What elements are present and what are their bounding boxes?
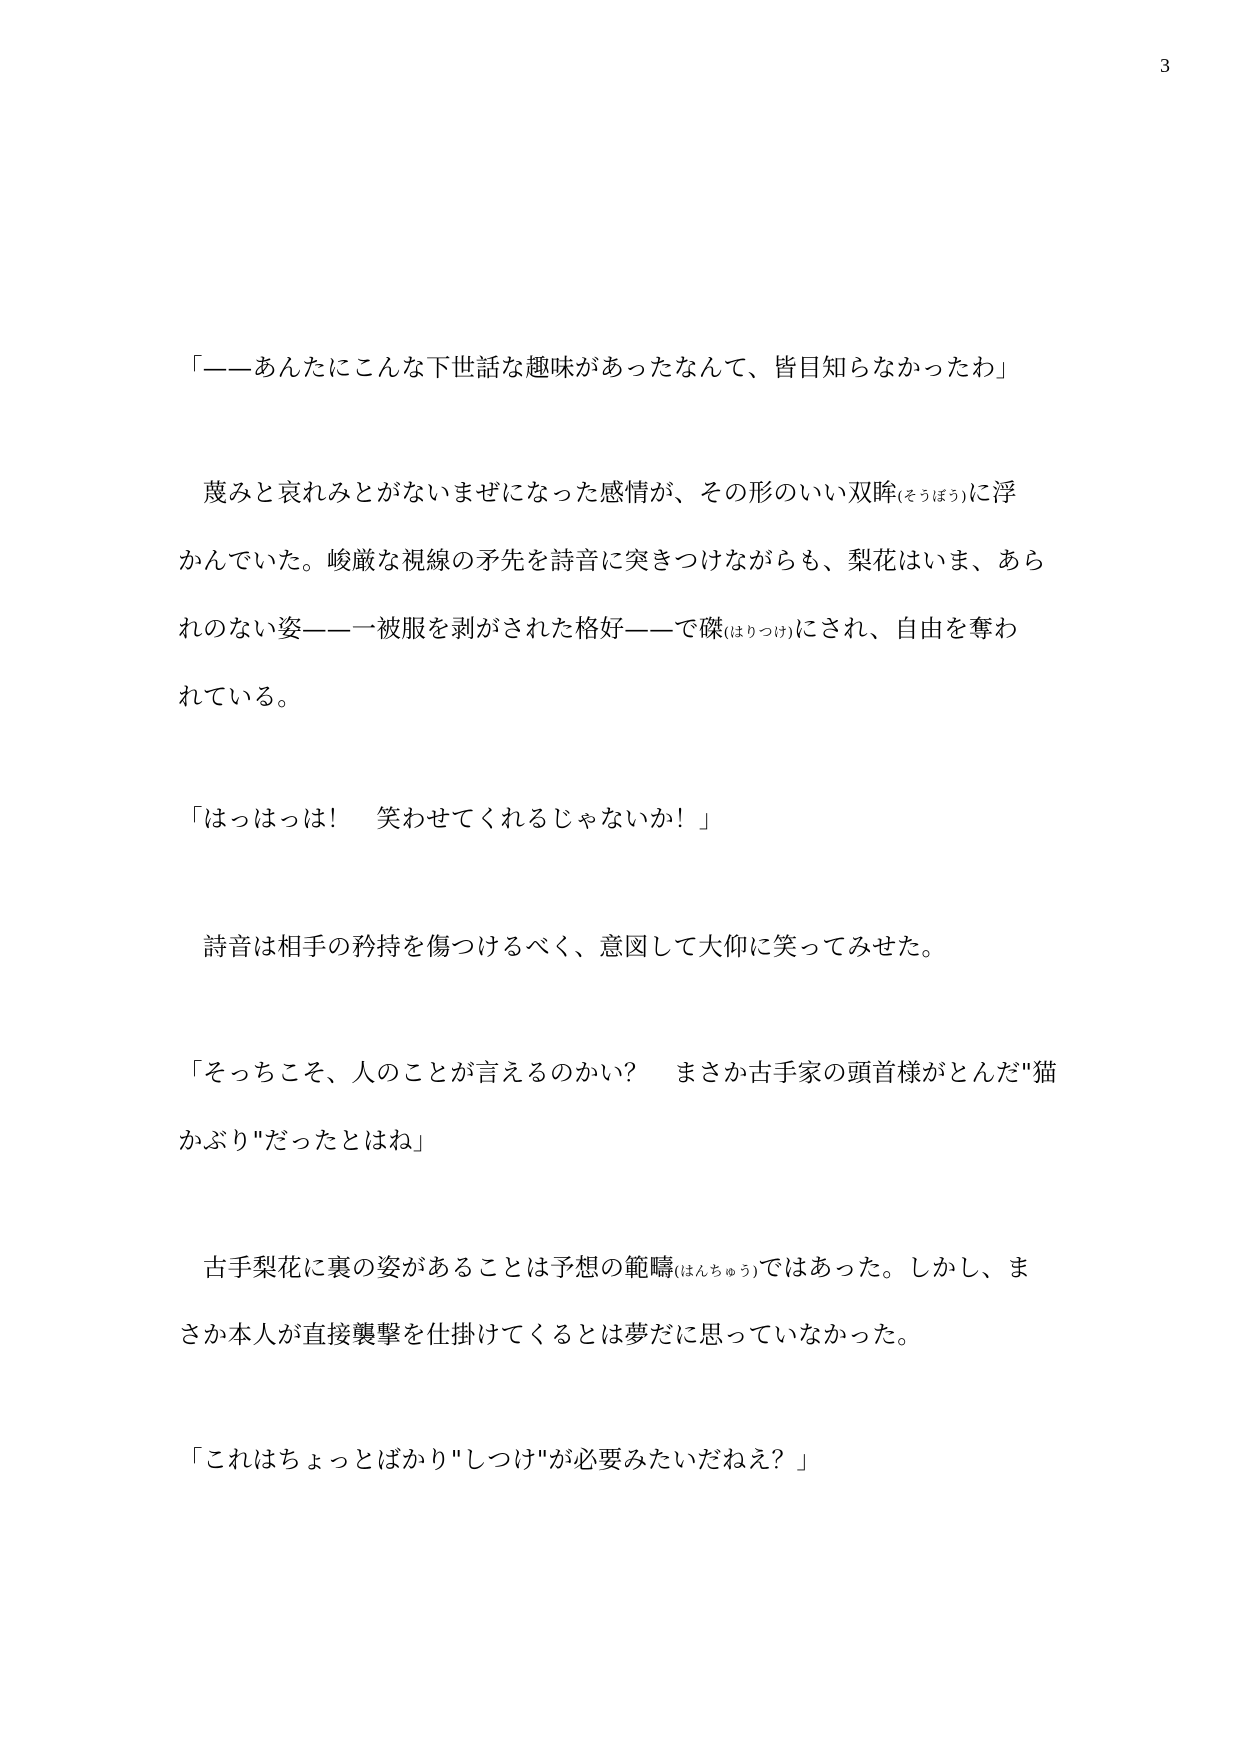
text-line: 「——あんたにこんな下世話な趣味があったなんて、皆目知らなかったわ」	[178, 353, 1021, 382]
text-line: さか本人が直接襲撃を仕掛けてくるとは夢だに思っていなかった。	[178, 1320, 922, 1349]
text-line: かんでいた。峻厳な視線の矛先を詩音に突きつけながらも、梨花はいま、あら	[178, 546, 1046, 575]
text-line: 「はっはっは！ 笑わせてくれるじゃないか！」	[178, 804, 724, 833]
text-line: 古手梨花に裏の姿があることは予想の範疇(はんちゅう)ではあった。しかし、ま	[178, 1253, 1031, 1282]
text-line: 「そっちこそ、人のことが言えるのかい？ まさか古手家の頭首様がとんだ"猫	[178, 1058, 1058, 1087]
ruby-reading: (はりつけ)	[723, 625, 794, 641]
text-line: かぶり"だったとはね」	[178, 1126, 438, 1155]
ruby-reading: (そうぼう)	[897, 489, 968, 505]
text-line: 「これはちょっとばかり"しつけ"が必要みたいだねえ？」	[178, 1445, 822, 1474]
text-line: 詩音は相手の矜持を傷つけるべく、意図して大仰に笑ってみせた。	[178, 932, 947, 961]
page-number: 3	[1160, 55, 1170, 77]
text-line: 蔑みと哀れみとがないまぜになった感情が、その形のいい双眸(そうぼう)に浮	[178, 478, 1017, 507]
ruby-reading: (はんちゅう)	[674, 1264, 759, 1280]
text-line: れのない姿——一被服を剥がされた格好——で磔(はりつけ)にされ、自由を奪わ	[178, 614, 1019, 643]
text-line: れている。	[178, 682, 302, 711]
